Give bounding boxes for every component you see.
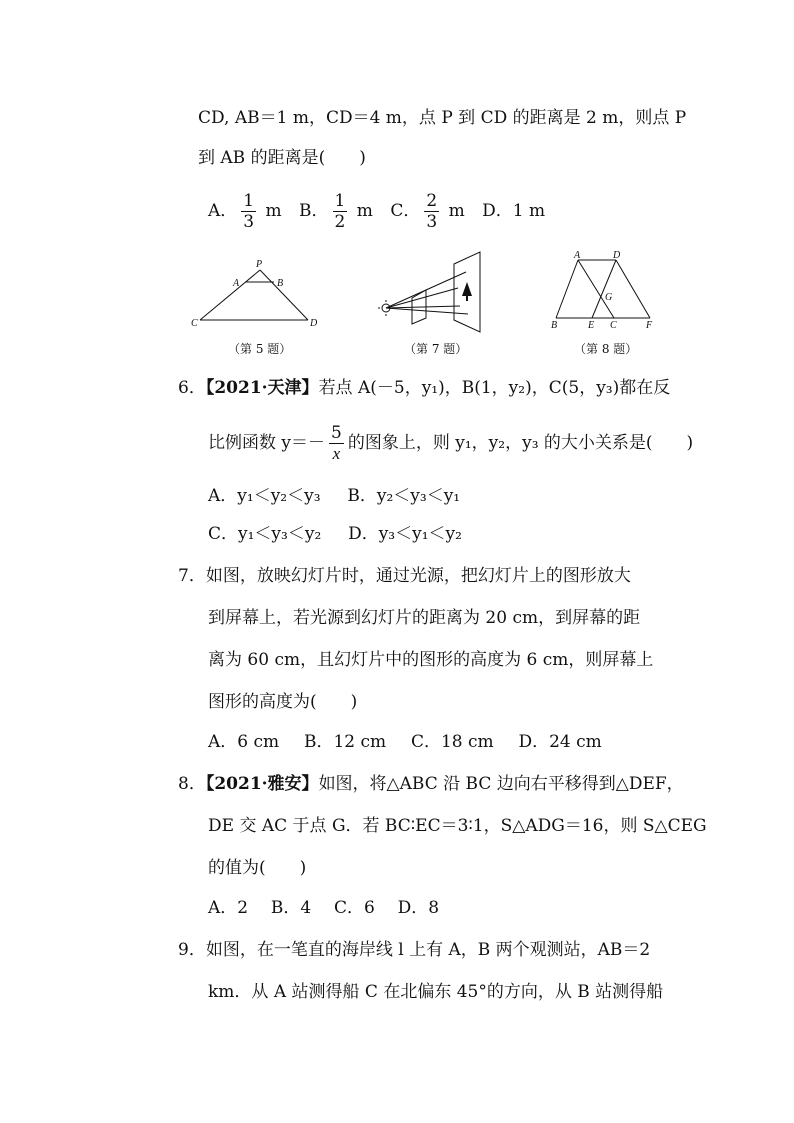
label-c: C — [610, 320, 617, 331]
figure-5-caption: （第 5 题） — [228, 342, 292, 356]
q7-line-2: 到屏幕上，若光源到幻灯片的距离为 20 cm，到屏幕的距 — [208, 608, 641, 628]
q5-line-1: CD, AB＝1 m，CD＝4 m，点 P 到 CD 的距离是 2 m，则点 P — [198, 108, 687, 128]
q6-option-d[interactable]: D．y₃＜y₁＜y₂ — [348, 524, 462, 544]
q7-line-1: 7．如图，放映幻灯片时，通过光源，把幻灯片上的图形放大 — [178, 566, 631, 586]
label-d: D — [613, 250, 621, 261]
q8-options — [208, 896, 439, 920]
q6-number: 6． — [178, 378, 206, 398]
line-pd — [260, 270, 308, 320]
q7-option-b[interactable]: B．12 cm — [303, 732, 387, 752]
q8-number: 8． — [178, 774, 206, 794]
q5-option-c[interactable]: C． $\frac{2}{3}$ m — [390, 191, 465, 232]
label-a: A — [233, 278, 240, 289]
q5-option-d[interactable]: D．1 m — [482, 201, 546, 221]
q6-option-a[interactable]: A．y₁＜y₂＜y₃ — [208, 486, 321, 506]
label-e: E — [588, 320, 595, 331]
q8-source: 【2021·雅安】 — [205, 774, 319, 794]
line-ab — [556, 260, 578, 318]
q8-line-2: DE 交 AC 于点 G．若 BC∶EC＝3∶1，S△ADG＝16，则 S△CEG — [208, 816, 707, 836]
q8-option-a[interactable]: A．2 — [208, 898, 249, 918]
q7-option-d[interactable]: D．24 cm — [518, 732, 602, 752]
line-df — [616, 260, 650, 318]
q6-options-row-2 — [208, 522, 462, 546]
label-b: B — [551, 320, 558, 331]
label-c: C — [191, 318, 198, 329]
q9-number: 9． — [178, 940, 206, 960]
q6-source: 【2021·天津】 — [205, 378, 319, 398]
q8-option-b[interactable]: B．4 — [270, 898, 312, 918]
figure-8-caption: （第 8 题） — [574, 342, 638, 356]
line-pc — [200, 270, 260, 320]
label-p: P — [256, 259, 263, 270]
q9-line-1: 9．如图，在一笔直的海岸线 l 上有 A，B 两个观测站，AB＝2 — [178, 940, 651, 960]
q7-option-c[interactable]: C．18 cm — [410, 732, 494, 752]
fraction: $\frac{1}{3}$ — [243, 191, 255, 232]
q6-options-row-1 — [208, 484, 460, 508]
q9-line-2: km．从 A 站测得船 C 在北偏东 45°的方向，从 B 站测得船 — [208, 982, 664, 1002]
q5-line-2: 到 AB 的距离是( ) — [198, 148, 366, 168]
q8-line-1: 8．【2021·雅安】如图，将△ABC 沿 BC 边向右平移得到△DEF， — [178, 774, 684, 794]
fraction: $\frac{2}{3}$ — [426, 191, 438, 232]
q5-option-b[interactable]: B． $\frac{1}{2}$ m — [299, 191, 373, 232]
q7-options — [208, 730, 602, 754]
q7-line-4: 图形的高度为( ) — [208, 692, 358, 712]
label-b: B — [277, 278, 284, 289]
q6-option-c[interactable]: C．y₁＜y₃＜y₂ — [208, 524, 322, 544]
fraction: $\frac{5}{x}$ — [331, 423, 342, 463]
label-d: D — [310, 318, 318, 329]
label-a: A — [574, 250, 581, 261]
figure-8-translation-diagram — [546, 250, 658, 332]
q6-option-b[interactable]: B．y₂＜y₃＜y₁ — [347, 486, 461, 506]
figure-7-caption: （第 7 题） — [404, 342, 468, 356]
label-f: F — [646, 320, 653, 331]
q8-option-d[interactable]: D．8 — [397, 898, 440, 918]
tree-icon — [462, 282, 472, 301]
q8-option-c[interactable]: C．6 — [334, 898, 375, 918]
q6-line-2: 比例函数 y＝－ $\frac{5}{x}$ 的图象上，则 y₁，y₂，y₃ 的大小关系是( ) — [208, 423, 694, 463]
q7-option-a[interactable]: A．6 cm — [208, 732, 280, 752]
q7-line-3: 离为 60 cm，且幻灯片中的图形的高度为 6 cm，则屏幕上 — [208, 650, 654, 670]
q6-line-1: 6．【2021·天津】若点 A(－5，y₁)，B(1，y₂)，C(5，y₃)都在反 — [178, 378, 671, 398]
fraction: $\frac{1}{2}$ — [334, 191, 346, 232]
figure-7-projector-diagram — [376, 250, 496, 340]
q5-option-a[interactable]: A． $\frac{1}{3}$ m — [208, 191, 282, 232]
q5-options — [208, 190, 545, 232]
q7-number: 7． — [178, 566, 206, 586]
figure-5-trapezoid-diagram — [190, 258, 330, 338]
label-g: G — [605, 292, 613, 303]
q8-line-3: 的值为( ) — [208, 858, 307, 878]
